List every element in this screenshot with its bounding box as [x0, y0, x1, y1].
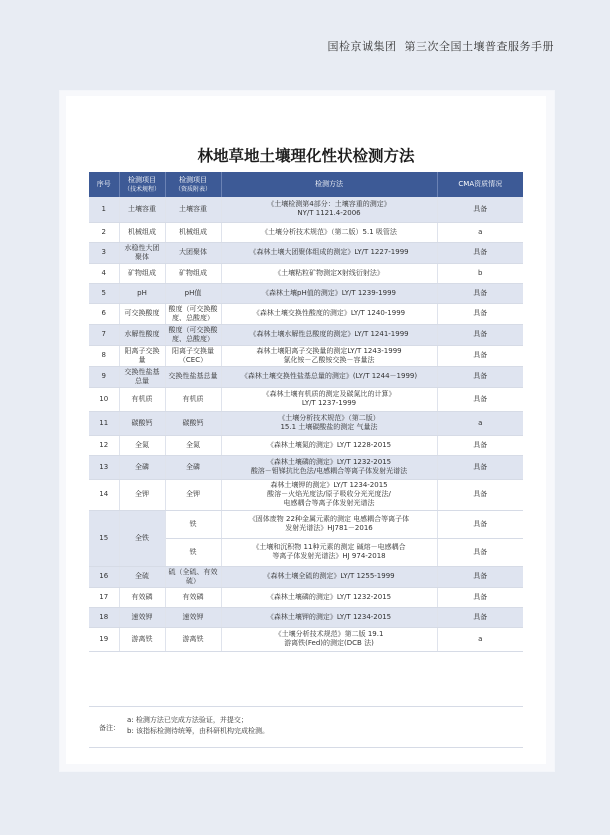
cell-method — [221, 435, 437, 455]
cell-item-qual: 大团聚体 — [165, 242, 221, 263]
method-line: 游离铁(Fed)的测定(DCB 法) — [284, 639, 374, 647]
cell-item-spec: 土壤容重 — [119, 197, 165, 222]
cell-item-qual: 有效磷 — [165, 587, 221, 607]
remarks-lines — [127, 715, 269, 737]
method-line: 氯化铵－乙酸铵交换－容量法 — [283, 355, 375, 364]
cell-no: 12 — [89, 435, 119, 455]
table-row — [89, 366, 523, 387]
method-line: 森林土壤阳离子交换量的测定LY/T 1243-1999 — [256, 346, 402, 355]
table-row — [89, 263, 523, 283]
method-line: 《森林土壤交换性盐基总量的测定》(LY/T 1244－1999) — [240, 372, 418, 380]
cell-method — [221, 366, 437, 387]
cell-cma: 具备 — [437, 324, 523, 345]
cell-no: 18 — [89, 607, 119, 627]
cell-cma: 具备 — [437, 455, 523, 479]
cell-cma: 具备 — [437, 283, 523, 303]
cell-no: 11 — [89, 411, 119, 435]
table-row — [89, 345, 523, 366]
method-line: 《森林土壤水解性总酸度的测定》LY/T 1241-1999 — [249, 330, 409, 338]
cell-cma: 具备 — [437, 607, 523, 627]
cell-no: 9 — [89, 366, 119, 387]
cell-cma: 具备 — [437, 510, 523, 538]
cell-method — [221, 197, 437, 222]
cell-item-qual: 全钾 — [165, 479, 221, 510]
method-line: 等离子体发射光谱法》HJ 974-2018 — [272, 552, 386, 560]
org-name: 国检京诚集团 — [327, 40, 397, 53]
cell-item-qual: 全氮 — [165, 435, 221, 455]
cell-method — [221, 455, 437, 479]
cell-no: 10 — [89, 387, 119, 411]
cell-item-spec: 全硫 — [119, 566, 165, 587]
method-line: 《森林土壤交换性酸度的测定》LY/T 1240-1999 — [252, 309, 406, 317]
header-item-qual-sub: （资质附表） — [174, 185, 211, 193]
cell-item-spec: 交换性盐基总量 — [119, 366, 165, 387]
table-body — [89, 197, 523, 651]
cell-method — [221, 324, 437, 345]
cell-item-qual: 矿物组成 — [165, 263, 221, 283]
cell-method — [221, 627, 437, 651]
cell-method — [221, 587, 437, 607]
cell-method — [221, 387, 437, 411]
cell-no: 4 — [89, 263, 119, 283]
cell-cma: 具备 — [437, 242, 523, 263]
table-row — [89, 283, 523, 303]
cell-item-spec: pH — [119, 283, 165, 303]
cell-item-spec: 全氮 — [119, 435, 165, 455]
cell-item-spec: 碳酸钙 — [119, 411, 165, 435]
method-line: 《森林土壤大团聚体组成的测定》LY/T 1227-1999 — [249, 248, 409, 256]
cell-item-qual: 速效钾 — [165, 607, 221, 627]
cell-item-spec: 水解性酸度 — [119, 324, 165, 345]
cell-item-spec: 全磷 — [119, 455, 165, 479]
cell-item-qual: 土壤容重 — [165, 197, 221, 222]
cell-item-spec: 阳离子交换量 — [119, 345, 165, 366]
cell-no: 19 — [89, 627, 119, 651]
cell-item-qual: 酸度（可交换酸度、总酸度） — [165, 303, 221, 324]
method-line: 《森林土壤全硫的测定》LY/T 1255-1999 — [263, 572, 395, 580]
method-line: 《土壤和沉积物 11种元素的测定 碱熔－电感耦合 — [252, 543, 406, 551]
cell-method — [221, 345, 437, 366]
table-row — [89, 510, 523, 538]
cell-item-qual: 铁 — [165, 538, 221, 566]
method-line: LY/T 1237-1999 — [301, 399, 357, 407]
cell-no: 8 — [89, 345, 119, 366]
cell-method — [221, 411, 437, 435]
table-row — [89, 607, 523, 627]
method-line: 发射光谱法》HJ781－2016 — [285, 524, 373, 532]
cell-item-spec: 机械组成 — [119, 222, 165, 242]
table-row — [89, 411, 523, 435]
cell-cma: a — [437, 222, 523, 242]
method-line: 酸溶－钼锑抗比色法/电感耦合等离子体发射光谱法 — [250, 467, 408, 475]
cell-method — [221, 510, 437, 538]
cell-cma: 具备 — [437, 538, 523, 566]
table-row — [89, 455, 523, 479]
cell-method — [221, 479, 437, 510]
cell-item-spec: 有机质 — [119, 387, 165, 411]
cell-method — [221, 566, 437, 587]
cell-cma: b — [437, 263, 523, 283]
cell-item-spec: 矿物组成 — [119, 263, 165, 283]
table-row — [89, 387, 523, 411]
cell-no: 16 — [89, 566, 119, 587]
header-no: 序号 — [89, 172, 119, 197]
table-header-row — [89, 172, 523, 197]
cell-item-qual: 酸度（可交换酸度、总酸度） — [165, 324, 221, 345]
cell-cma: 具备 — [437, 197, 523, 222]
manual-name: 第三次全国土壤普查服务手册 — [404, 40, 554, 53]
cell-item-spec: 速效钾 — [119, 607, 165, 627]
cell-item-spec: 可交换酸度 — [119, 303, 165, 324]
cell-cma: 具备 — [437, 345, 523, 366]
method-line: 《森林土壤磷的测定》LY/T 1232-2015 — [266, 592, 392, 601]
cell-no: 15 — [89, 510, 119, 566]
cell-cma: 具备 — [437, 587, 523, 607]
content-card — [66, 96, 546, 764]
cell-cma: 具备 — [437, 479, 523, 510]
table-row — [89, 587, 523, 607]
cell-item-spec: 水稳性大团聚体 — [119, 242, 165, 263]
table-row — [89, 303, 523, 324]
cell-cma: a — [437, 411, 523, 435]
cell-no: 3 — [89, 242, 119, 263]
cell-method — [221, 538, 437, 566]
page-header — [328, 38, 555, 54]
remark-a: a: 检测方法已完成方法验证，并提交； — [127, 716, 248, 724]
cell-cma: 具备 — [437, 566, 523, 587]
method-line: 《固体废物 22种金属元素的测定 电感耦合等离子体 — [248, 515, 410, 523]
cell-item-spec: 游离铁 — [119, 627, 165, 651]
table-row — [89, 324, 523, 345]
cell-item-qual: 阳离子交换量（CEC） — [165, 345, 221, 366]
method-line: 《森林土壤有机质的测定及碳氮比的计算》 — [262, 390, 396, 398]
table-row — [89, 197, 523, 222]
cell-item-spec: 全钾 — [119, 479, 165, 510]
header-item-spec-sub: （技术规程） — [123, 185, 160, 193]
cell-no: 2 — [89, 222, 119, 242]
cell-no: 6 — [89, 303, 119, 324]
cell-no: 1 — [89, 197, 119, 222]
cell-cma: 具备 — [437, 387, 523, 411]
cell-cma: 具备 — [437, 435, 523, 455]
cell-cma: 具备 — [437, 366, 523, 387]
header-cma: CMA资质情况 — [437, 172, 523, 197]
method-line: 《森林土壤氮的测定》LY/T 1228-2015 — [266, 440, 392, 449]
cell-item-qual: pH值 — [165, 283, 221, 303]
page-title: 林地草地土壤理化性状检测方法 — [197, 147, 415, 165]
method-line: 电感耦合等离子体发射光谱法 — [283, 499, 375, 507]
remark-b: b: 该指标检测待统筹，由科研机构完成检测。 — [127, 727, 270, 735]
header-item-qual — [165, 172, 221, 197]
cell-method — [221, 303, 437, 324]
cell-method — [221, 263, 437, 283]
cell-method — [221, 242, 437, 263]
cell-item-qual: 硫（全硫、有效硫） — [165, 566, 221, 587]
method-line: 森林土壤钾的测定》LY/T 1234-2015 — [270, 481, 388, 489]
method-line: 《土壤分析技术规范》第二版 19.1 — [274, 630, 384, 638]
cell-cma: a — [437, 627, 523, 651]
method-line: 《土壤分析技术规范》（第二版） — [278, 414, 380, 422]
header-item-spec-main: 检测项目 — [128, 175, 156, 184]
cell-item-qual: 游离铁 — [165, 627, 221, 651]
table-row — [89, 566, 523, 587]
table-row — [89, 627, 523, 651]
cell-no: 14 — [89, 479, 119, 510]
cell-item-spec: 全铁 — [119, 510, 165, 566]
table-row — [89, 435, 523, 455]
table-row — [89, 242, 523, 263]
cell-method — [221, 607, 437, 627]
cell-item-qual: 碳酸钙 — [165, 411, 221, 435]
cell-no: 17 — [89, 587, 119, 607]
method-line: 《土壤分析技术规范》（第二版）5.1 吸管法 — [261, 227, 397, 236]
method-line: 《森林土壤钾的测定》LY/T 1234-2015 — [266, 612, 392, 621]
header-method: 检测方法 — [221, 172, 437, 197]
cell-method — [221, 283, 437, 303]
remarks — [89, 706, 523, 748]
remarks-label: 备注： — [99, 724, 120, 732]
cell-item-spec: 有效磷 — [119, 587, 165, 607]
table-row — [89, 479, 523, 510]
cell-item-qual: 全磷 — [165, 455, 221, 479]
method-line: 酸溶－火焰光度法/原子吸收分光光度法/ — [267, 490, 391, 498]
cell-no: 13 — [89, 455, 119, 479]
method-line: 15.1 土壤碳酸盐的测定 气量法 — [280, 423, 378, 431]
method-line: 《森林土壤pH值的测定》LY/T 1239-1999 — [262, 288, 396, 297]
method-line: 《土壤检测第4部分：土壤容重的测定》 — [267, 200, 391, 209]
cell-item-qual: 有机质 — [165, 387, 221, 411]
cell-item-qual: 铁 — [165, 510, 221, 538]
methods-table — [89, 172, 523, 652]
cell-method — [221, 222, 437, 242]
cell-no: 7 — [89, 324, 119, 345]
cell-no: 5 — [89, 283, 119, 303]
cell-item-qual: 交换性盐基总量 — [165, 366, 221, 387]
method-line: 《土壤粘粒矿物测定X射线衍射法》 — [274, 268, 384, 277]
method-line: NY/T 1121.4-2006 — [297, 209, 361, 218]
cell-item-qual: 机械组成 — [165, 222, 221, 242]
header-item-qual-main: 检测项目 — [179, 175, 207, 184]
table-row — [89, 222, 523, 242]
cell-cma: 具备 — [437, 303, 523, 324]
method-line: 《森林土壤磷的测定》LY/T 1232-2015 — [266, 458, 392, 466]
header-item-spec — [119, 172, 165, 197]
